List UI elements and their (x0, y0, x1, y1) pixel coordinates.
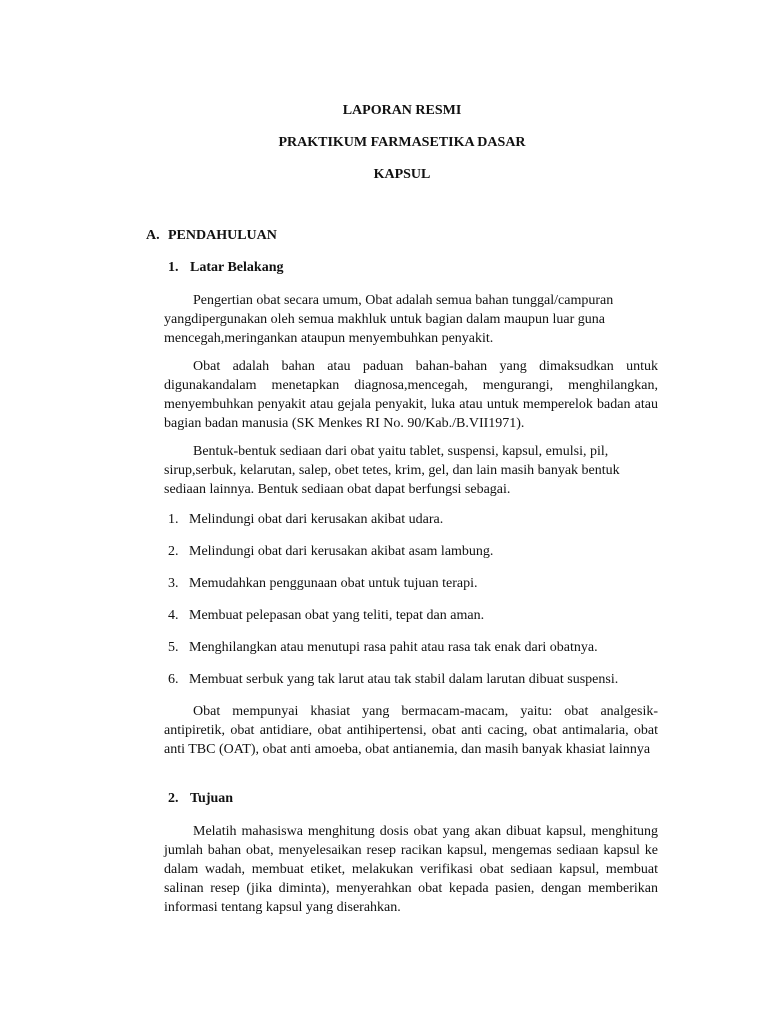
list-item-number: 2. (168, 544, 179, 559)
section-a-number: A. (146, 228, 160, 243)
list-item-text: Menghilangkan atau menutupi rasa pahit atau rasa tak enak dari obatnya. (189, 640, 598, 655)
list-item (168, 510, 658, 529)
section-a-heading (146, 226, 658, 245)
list-item (168, 606, 658, 625)
subsection-2-heading (168, 789, 658, 808)
subsection-1-number: 1. (168, 260, 179, 275)
list-item (168, 670, 658, 689)
practicum-title: PRAKTIKUM FARMASETIKA DASAR (278, 135, 526, 150)
paragraph: Obat adalah bahan atau paduan bahan-bahan yang dimaksudkan untuk digunakandalam menetapkan diagnosa,mencegah, mengurangi, menghilangkan, menyembuhkan penyakit atau gejala penyakit, luka atau untuk memperelok badan atau bagian badan manusia (SK Menkes RI No. 90/Kab./B.VII1971). (164, 359, 658, 431)
paragraph: Melatih mahasiswa menghitung dosis obat yang akan dibuat kapsul, menghitung jumlah bahan obat, menyelesaikan resep racikan kapsul, mengemas sediaan kapsul ke dalam wadah, membuat etiket, melakukan verifikasi obat sediaan kapsul, membuat salinan resep (jika diminta), menyerahkan obat kepada pasien, dengan memberikan informasi tentang kapsul yang diserahkan. (164, 824, 658, 915)
list-item-number: 4. (168, 608, 179, 623)
list-item-text: Membuat pelepasan obat yang teliti, tepat dan aman. (189, 608, 485, 623)
list-item (168, 542, 658, 561)
title-block (146, 101, 658, 184)
report-title: LAPORAN RESMI (342, 103, 462, 118)
list-item-text: Melindungi obat dari kerusakan akibat asam lambung. (189, 544, 494, 559)
function-list (168, 510, 658, 689)
paragraph: Pengertian obat secara umum, Obat adalah semua bahan tunggal/campuran yangdipergunakan oleh semua makhluk untuk bagian dalam maupun luar guna mencegah,meringankan ataupun menyembuhkan penyakit. (164, 293, 614, 346)
list-item-text: Membuat serbuk yang tak larut atau tak stabil dalam larutan dibuat suspensi. (189, 672, 619, 687)
paragraph: Obat mempunyai khasiat yang bermacam-macam, yaitu: obat analgesik-antipiretik, obat antidiare, obat antihipertensi, obat anti cacing, obat antimalaria, obat anti TBC (OAT), obat anti amoeba, obat antianemia, dan masih banyak khasiat lainnya (164, 704, 658, 757)
list-item-number: 6. (168, 672, 179, 687)
paragraph: Bentuk-bentuk sediaan dari obat yaitu tablet, suspensi, kapsul, emulsi, pil, sirup,serbuk, kelarutan, salep, obet tetes, krim, gel, dan lain masih banyak bentuk sediaan lainnya. Bentuk sediaan obat dapat berfungsi sebagai. (164, 444, 620, 497)
topic-title: KAPSUL (373, 167, 431, 182)
subsection-1-title: Latar Belakang (190, 260, 284, 275)
list-item-text: Memudahkan penggunaan obat untuk tujuan terapi. (189, 576, 478, 591)
subsection-2-title: Tujuan (190, 791, 234, 806)
list-item-number: 5. (168, 640, 179, 655)
list-item (168, 574, 658, 593)
list-item-number: 3. (168, 576, 179, 591)
list-item (168, 638, 658, 657)
subsection-2-number: 2. (168, 791, 179, 806)
list-item-text: Melindungi obat dari kerusakan akibat udara. (189, 512, 444, 527)
list-item-number: 1. (168, 512, 179, 527)
section-a-title: PENDAHULUAN (168, 228, 277, 243)
subsection-1-heading (168, 258, 658, 277)
